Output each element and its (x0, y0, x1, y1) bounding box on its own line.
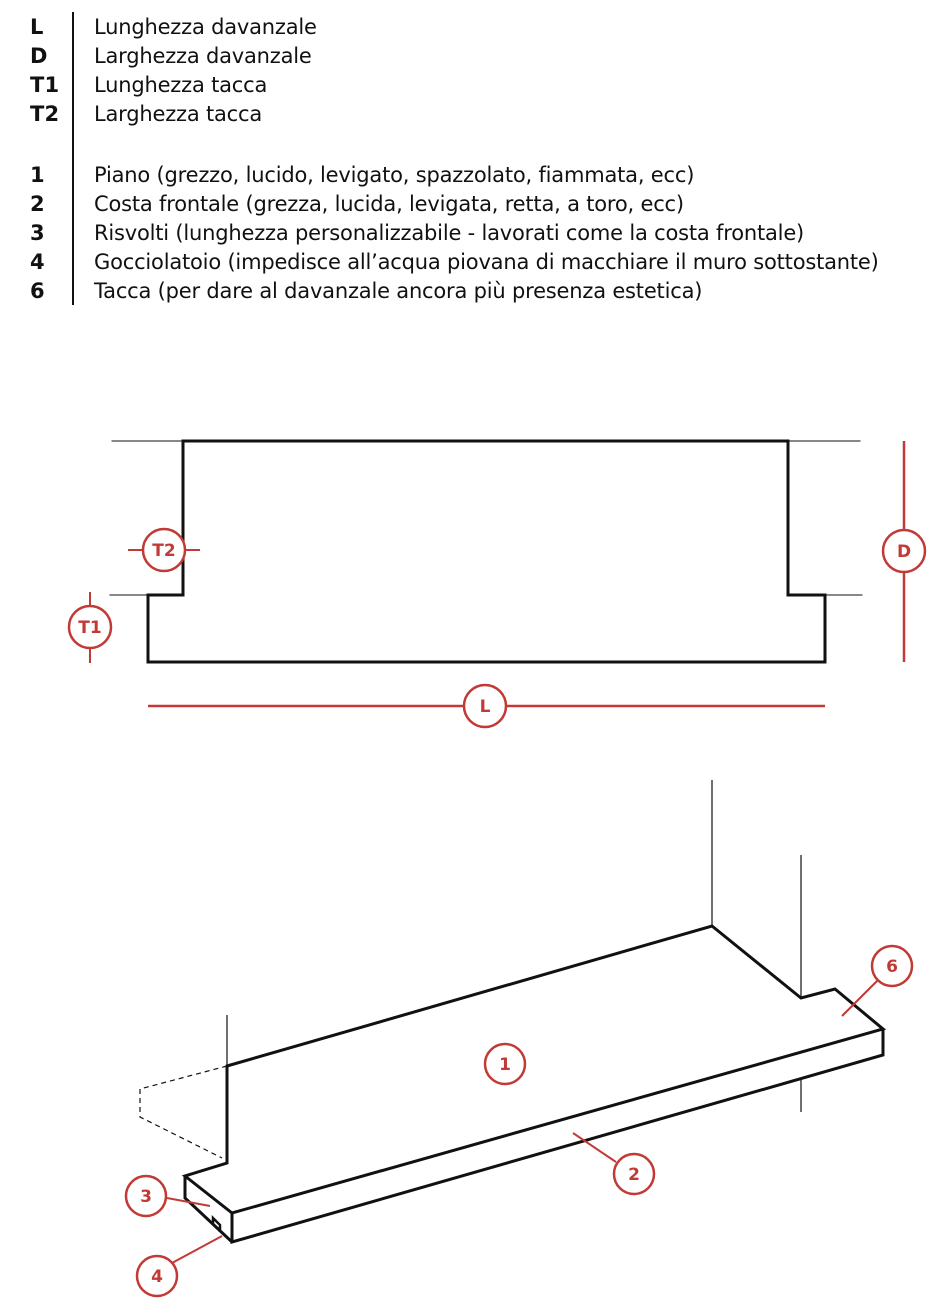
callout-3-label: 3 (140, 1187, 152, 1207)
d-label: D (896, 542, 912, 562)
legend-text: Costa frontale (grezza, lucida, levigata, retta, a toro, ecc) (94, 191, 684, 216)
legend-key: T1 (30, 72, 60, 97)
callout-1 (485, 1044, 525, 1084)
legend-text: Risvolti (lunghezza personalizzabile - lavorati come la costa frontale) (94, 220, 805, 245)
plan-view (110, 441, 862, 662)
legend-text: Gocciolatoio (impedisce all’acqua piovana di macchiare il muro sottostante) (94, 249, 879, 274)
legend-text: Larghezza tacca (94, 101, 263, 126)
callout-6-label: 6 (886, 957, 898, 977)
l-label: L (479, 697, 491, 717)
callout-2-label: 2 (628, 1165, 640, 1185)
legend-key: 1 (30, 162, 45, 187)
callout-4-label: 4 (151, 1267, 163, 1287)
d-marker (883, 441, 925, 662)
legend-text: Lunghezza tacca (94, 72, 268, 97)
sill-outline (148, 441, 825, 662)
legend-key: T2 (30, 101, 60, 126)
legend-key: D (30, 43, 48, 68)
l-marker (148, 685, 825, 727)
legend-key: 4 (30, 249, 45, 274)
legend-key: 3 (30, 220, 45, 245)
legend-text: Lunghezza davanzale (94, 14, 317, 39)
iso-view (140, 780, 883, 1242)
callout-2 (573, 1133, 654, 1194)
sill-front-face (232, 1029, 883, 1242)
callout-1-label: 1 (499, 1055, 511, 1075)
t1-marker (69, 592, 111, 663)
callout-6 (842, 946, 912, 1016)
legend-key: 2 (30, 191, 45, 216)
hidden-return-dashed (140, 1066, 227, 1158)
legend-text: Tacca (per dare al davanzale ancora più presenza estetica) (94, 278, 703, 303)
sill-top-face (185, 926, 883, 1213)
t1-label: T1 (78, 618, 102, 638)
legend-key: L (30, 14, 44, 39)
legend-text: Larghezza davanzale (94, 43, 312, 68)
t2-marker (128, 529, 200, 571)
callout-4 (137, 1236, 222, 1296)
t2-label: T2 (152, 541, 176, 561)
legend-text: Piano (grezzo, lucido, levigato, spazzolato, fiammata, ecc) (94, 162, 695, 187)
legend-key: 6 (30, 278, 45, 303)
